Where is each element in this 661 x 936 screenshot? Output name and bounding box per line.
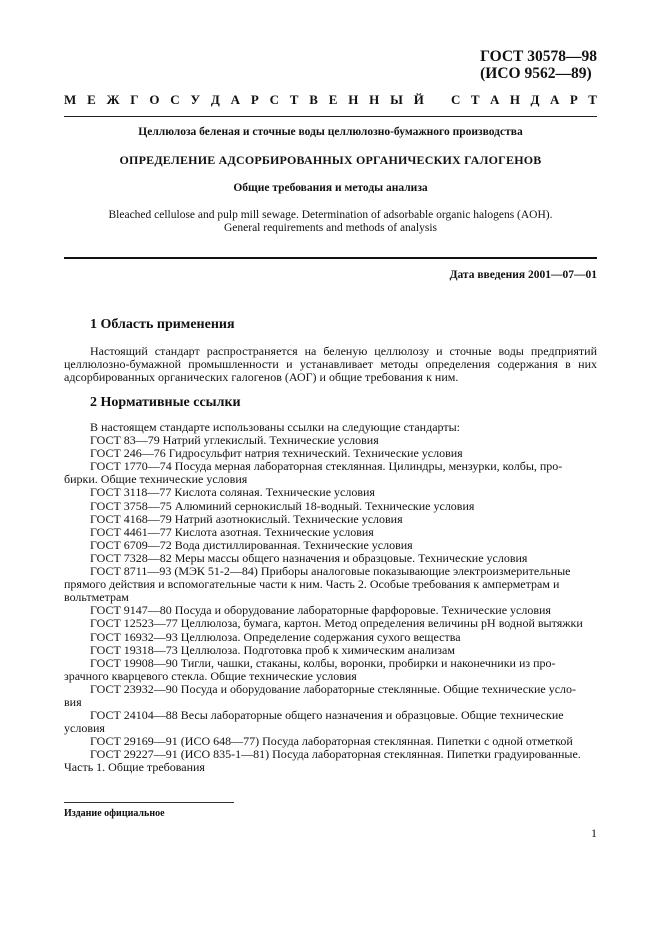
main-title: ОПРЕДЕЛЕНИЕ АДСОРБИРОВАННЫХ ОРГАНИЧЕСКИХ ГАЛОГЕНОВ bbox=[119, 153, 542, 167]
interstate-standard-banner bbox=[64, 90, 597, 110]
reference-line: зрачного кварцевого стекла. Общие технические условия bbox=[64, 668, 357, 683]
reference-line: ГОСТ 8711—93 (МЭК 51-2—84) Приборы аналоговые показывающие электроизмерительные bbox=[90, 564, 571, 579]
section2-heading: 2 Нормативные ссылки bbox=[90, 395, 241, 410]
reference-line: бирки. Общие технические условия bbox=[64, 472, 248, 487]
header-rule bbox=[64, 116, 597, 117]
banner-word-standard bbox=[451, 92, 597, 108]
banner-letter: Р bbox=[250, 92, 259, 107]
references-list bbox=[64, 421, 597, 775]
banner-letter: У bbox=[190, 92, 201, 107]
standard-code bbox=[480, 48, 597, 82]
official-edition: Издание официальное bbox=[64, 808, 165, 819]
banner-letter: Н bbox=[348, 92, 359, 107]
banner-letter: О bbox=[149, 92, 160, 107]
banner-letter: Т bbox=[470, 92, 480, 107]
introduction-date: Дата введения 2001—07—01 bbox=[449, 269, 597, 281]
banner-letter: В bbox=[309, 92, 318, 107]
reference-line: ГОСТ 246—76 Гидросульфит натрия технический. Технические условия bbox=[90, 446, 463, 461]
page-number: 1 bbox=[591, 826, 597, 840]
reference-line: ГОСТ 4168—79 Натрий азотнокислый. Технические условия bbox=[90, 511, 403, 526]
banner-letter: С bbox=[269, 92, 279, 107]
banner-letter: С bbox=[451, 92, 461, 107]
reference-line: ГОСТ 29169—91 (ИСО 648—77) Посуда лабораторная стеклянная. Пипетки с одной отметкой bbox=[90, 734, 573, 749]
reference-line: прямого действия и вспомогательные части к ним. Часть 2. Особые требования к амперметрам и bbox=[64, 577, 560, 592]
reference-line: вольтметрам bbox=[64, 590, 129, 605]
reference-line: ГОСТ 24104—88 Весы лабораторные общего назначения и образцовые. Общие технические bbox=[90, 708, 564, 723]
reference-line: вия bbox=[64, 694, 82, 709]
banner-letter: Р bbox=[569, 92, 578, 107]
reference-line: ГОСТ 7328—82 Меры массы общего назначения и образцовые. Технические условия bbox=[90, 550, 528, 565]
section1-text-content: Настоящий стандарт распространяется на беленую целлюлозу и сточные воды предприятий целлюлозно-бумажной промышленности и устанавливает методы определения содержания в них адсорбированных органических галогенов (АОГ) и общие требования к ним. bbox=[64, 344, 597, 385]
banner-letter: С bbox=[170, 92, 180, 107]
reference-line: ГОСТ 19318—73 Целлюлоза. Подготовка проб к химическим анализам bbox=[90, 642, 455, 657]
reference-line: ГОСТ 12523—77 Целлюлоза, бумага, картон. Метод определения величины рН водной вытяжки bbox=[90, 616, 583, 631]
reference-line: условия bbox=[64, 721, 105, 736]
banner-letter: Е bbox=[87, 92, 96, 107]
banner-letter: А bbox=[490, 92, 500, 107]
banner-word-interstate bbox=[64, 92, 424, 108]
reference-line: ГОСТ 29227—91 (ИСО 835-1—81) Посуда лабораторная стеклянная. Пипетки градуированные. bbox=[90, 747, 581, 762]
reference-line: ГОСТ 83—79 Натрий углекислый. Технические условия bbox=[90, 433, 379, 448]
reference-line: ГОСТ 19908—90 Тигли, чашки, стаканы, колбы, воронки, пробирки и наконечники из про- bbox=[90, 655, 556, 670]
banner-letter: Е bbox=[328, 92, 338, 107]
sub-title: Общие требования и методы анализа bbox=[233, 182, 428, 194]
banner-letter: А bbox=[549, 92, 560, 107]
reference-line: ГОСТ 9147—80 Посуда и оборудование лабораторные фарфоровые. Технические условия bbox=[90, 603, 551, 618]
banner-letter: Н bbox=[509, 92, 521, 107]
references-intro: В настоящем стандарте использованы ссылки на следующие стандарты: bbox=[90, 420, 461, 434]
reference-line: ГОСТ 6709—72 Вода дистиллированная. Технические условия bbox=[90, 537, 413, 552]
banner-letter: М bbox=[64, 92, 77, 107]
banner-letter: Д bbox=[210, 92, 220, 107]
reference-line: Часть 1. Общие требования bbox=[64, 760, 205, 775]
english-title bbox=[64, 209, 597, 235]
reference-line: ГОСТ 3758—75 Алюминий сернокислый 18-водный. Технические условия bbox=[90, 498, 475, 513]
reference-line: ГОСТ 3118—77 Кислота соляная. Технические условия bbox=[90, 485, 375, 500]
reference-line: ГОСТ 4461—77 Кислота азотная. Технические условия bbox=[90, 524, 374, 539]
reference-line: ГОСТ 1770—74 Посуда мерная лабораторная стеклянная. Цилиндры, мензурки, колбы, про- bbox=[90, 459, 563, 474]
title-rule bbox=[64, 257, 597, 259]
english-title-line2: General requirements and methods of analysis bbox=[223, 222, 437, 234]
banner-letter: Ж bbox=[106, 92, 120, 107]
subject-title: Целлюлоза беленая и сточные воды целлюлозно-бумажного производства bbox=[138, 126, 523, 138]
reference-line: ГОСТ 23932—90 Посуда и оборудование лабораторные стеклянные. Общие технические усло- bbox=[90, 681, 577, 696]
reference-line: ГОСТ 16932—93 Целлюлоза. Определение содержания сухого вещества bbox=[90, 629, 461, 644]
banner-letter: Т bbox=[588, 92, 597, 107]
banner-letter: Ы bbox=[390, 92, 403, 107]
banner-letter: Г bbox=[130, 92, 139, 107]
banner-letter: Т bbox=[289, 92, 299, 107]
section1-text bbox=[64, 345, 597, 384]
banner-letter: А bbox=[230, 92, 240, 107]
banner-letter: Й bbox=[413, 92, 424, 107]
standard-code-line1: ГОСТ 30578—98 bbox=[480, 48, 597, 65]
standard-code-line2: (ИСО 9562—89) bbox=[480, 65, 592, 82]
section1-heading: 1 Область применения bbox=[90, 317, 235, 332]
banner-letter: Н bbox=[369, 92, 380, 107]
banner-letter: Д bbox=[530, 92, 540, 107]
english-title-line1: Bleached cellulose and pulp mill sewage. Determination of adsorbable organic halogens (AOH). bbox=[108, 209, 553, 221]
footer-rule bbox=[64, 802, 234, 803]
